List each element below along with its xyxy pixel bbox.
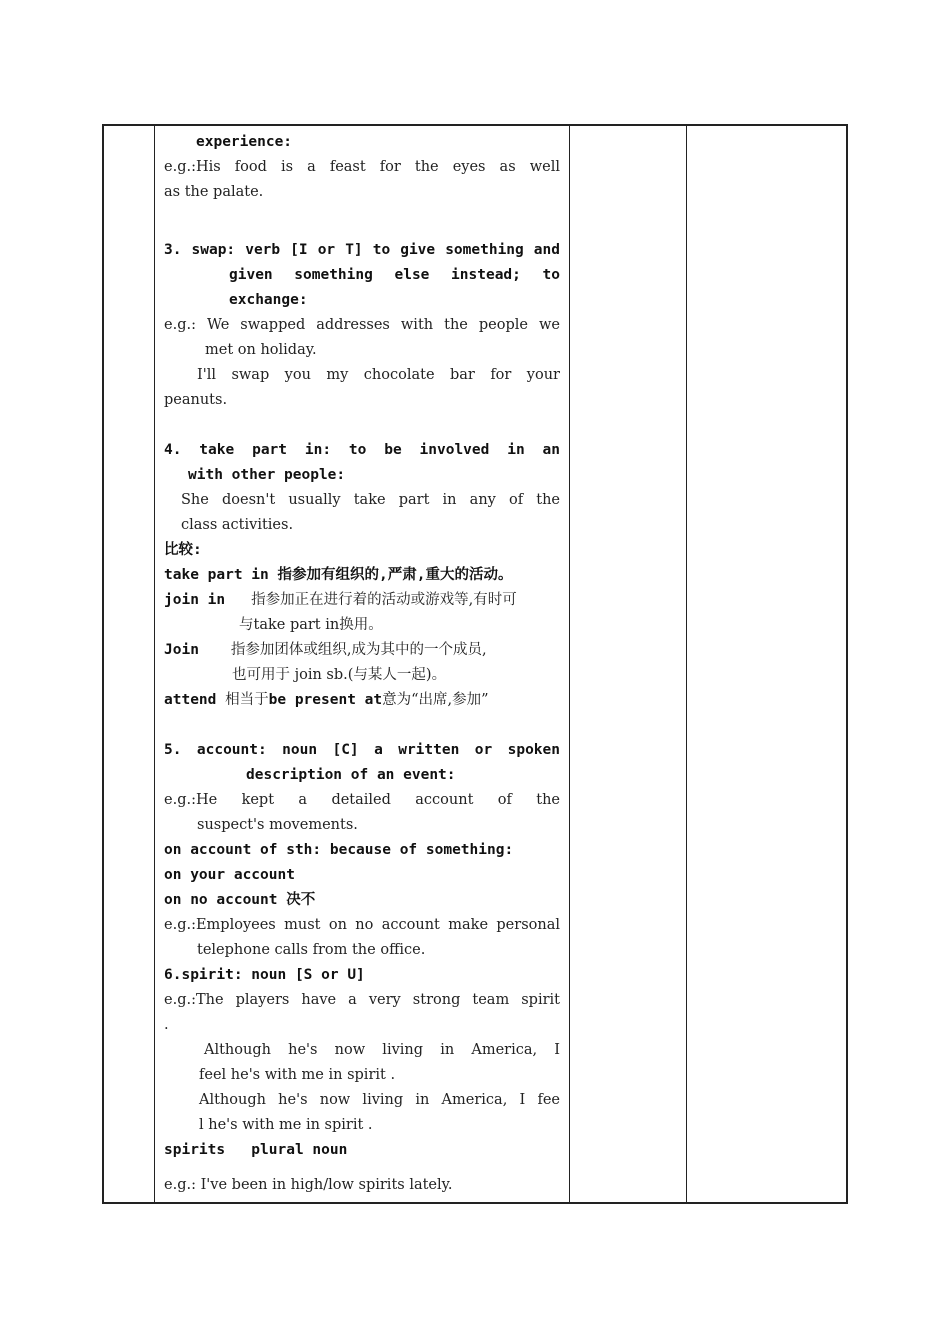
text-line: on your account xyxy=(164,867,295,883)
vocab-heading-take-part-in: 4. take part in: to be involved in an xyxy=(164,442,560,458)
example-line: . xyxy=(164,1017,169,1033)
notes-content xyxy=(164,130,560,1198)
text-line: on no account 决不 xyxy=(164,892,316,908)
text-line xyxy=(164,588,560,613)
comparison-heading: 比较: xyxy=(164,542,202,558)
text-line: 与take part in换用。 xyxy=(239,617,383,633)
column-divider-3 xyxy=(686,126,687,1202)
term-join: Join xyxy=(164,642,199,658)
example-line: telephone calls from the office. xyxy=(197,942,426,958)
example-line: e.g.:The players have a very strong team spirit xyxy=(164,992,560,1008)
example-line: feel he's with me in spirit . xyxy=(199,1067,396,1083)
example-line: I'll swap you my chocolate bar for your xyxy=(197,367,560,383)
example-line: l he's with me in spirit . xyxy=(199,1117,373,1133)
example-line: Although he's now living in America, I xyxy=(204,1042,560,1058)
text-line xyxy=(164,688,560,713)
example-line: class activities. xyxy=(181,517,294,533)
example-line: as the palate. xyxy=(164,184,264,200)
notes-table xyxy=(102,124,848,1204)
term-join-in: join in xyxy=(164,592,226,608)
text-line: given something else instead; to xyxy=(229,267,560,283)
example-line: e.g.: I've been in high/low spirits lately. xyxy=(164,1177,453,1193)
term-definition: 相当于 xyxy=(225,692,269,708)
text-line: description of an event: xyxy=(246,767,456,783)
example-line: e.g.:His food is a feast for the eyes as well xyxy=(164,159,560,175)
term-phrase: be present at xyxy=(268,692,383,708)
example-line: e.g.:Employees must on no account make personal xyxy=(164,917,560,933)
text-line: exchange: xyxy=(229,292,308,308)
text-line: take part in 指参加有组织的,严肃,重大的活动。 xyxy=(164,567,513,583)
term-definition: 指参加团体或组织,成为其中的一个成员, xyxy=(230,642,487,658)
vocab-heading-swap: 3. swap: verb [I or T] to give something and xyxy=(164,242,560,258)
term-definition: 意为“出席,参加” xyxy=(382,692,489,708)
example-line: peanuts. xyxy=(164,392,228,408)
text-line xyxy=(164,638,560,663)
text-line: 也可用于 join sb.(与某人一起)。 xyxy=(232,667,447,683)
example-line: e.g.:He kept a detailed account of the xyxy=(164,792,560,808)
column-divider-2 xyxy=(569,126,570,1202)
column-divider-1 xyxy=(154,126,155,1202)
example-line: Although he's now living in America, I fee xyxy=(199,1092,560,1108)
term-definition: 指参加正在进行着的活动或游戏等,有时可 xyxy=(251,592,517,608)
example-line: suspect's movements. xyxy=(197,817,358,833)
text-line: on account of sth: because of something: xyxy=(164,842,514,858)
text-line: with other people: xyxy=(188,467,346,483)
vocab-heading-account: 5. account: noun [C] a written or spoken xyxy=(164,742,560,758)
text-line: spirits plural noun xyxy=(164,1142,348,1158)
term-attend: attend xyxy=(164,692,217,708)
vocab-heading-spirit: 6.spirit: noun [S or U] xyxy=(164,967,365,983)
example-line: e.g.: We swapped addresses with the people we xyxy=(164,317,560,333)
example-line: She doesn't usually take part in any of the xyxy=(181,492,560,508)
example-line: met on holiday. xyxy=(205,342,317,358)
text-line: experience: xyxy=(196,134,293,150)
